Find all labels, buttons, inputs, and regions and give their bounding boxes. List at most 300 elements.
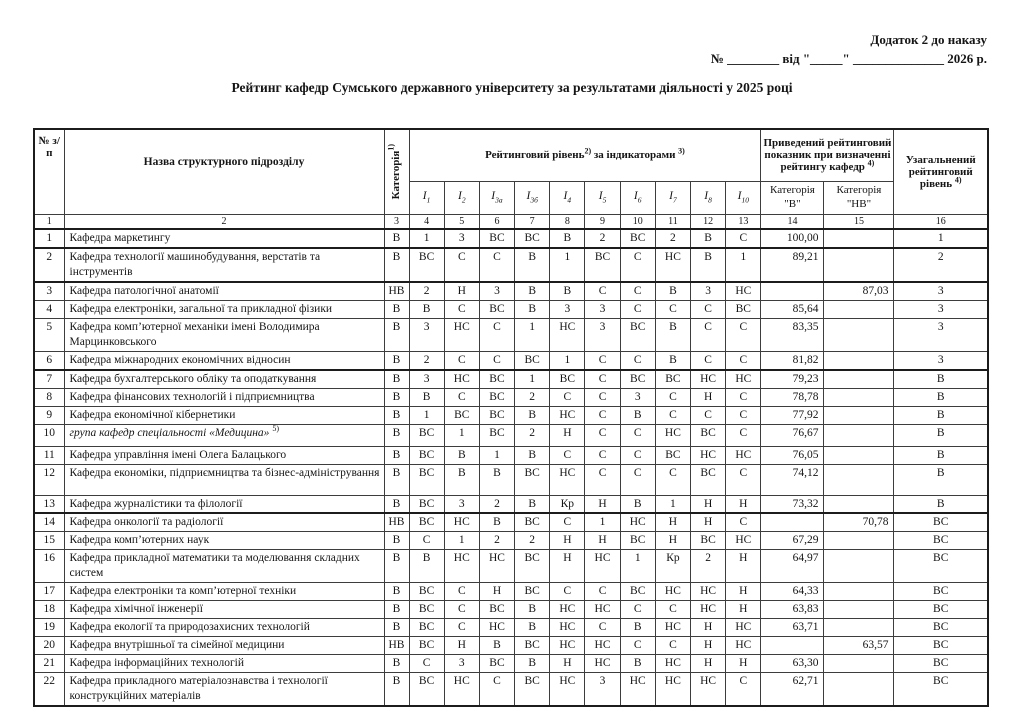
table-row xyxy=(34,248,988,282)
department-name: група кафедр спеціальності «Медицина» $^{5)}$ xyxy=(64,424,384,446)
category-value: В xyxy=(384,619,409,637)
row-number: 5 xyxy=(34,318,64,351)
department-name: Кафедра економіки, підприємництва та бізнес-адміністрування xyxy=(64,464,384,495)
indicator-value-1: ВС xyxy=(409,464,444,495)
appendix-header xyxy=(711,31,987,69)
column-number: 9 xyxy=(585,214,620,229)
table-row xyxy=(34,282,988,300)
indicator-value-7: 2 xyxy=(655,229,690,248)
indicator-value-3б: 2 xyxy=(515,424,550,446)
department-name: Кафедра електроніки та комп’ютерної техніки xyxy=(64,583,384,601)
overall-level: 3 xyxy=(894,282,988,300)
indicator-value-4: НС xyxy=(550,601,585,619)
overall-level: ВС xyxy=(894,637,988,655)
score-category-b: 62,71 xyxy=(761,673,824,706)
category-value: В xyxy=(384,655,409,673)
indicator-value-6: С xyxy=(620,351,655,369)
score-category-b: 73,32 xyxy=(761,495,824,513)
indicator-value-10: НС xyxy=(726,446,761,464)
row-number: 15 xyxy=(34,532,64,550)
indicator-value-2: В xyxy=(444,446,479,464)
indicator-value-2: Н xyxy=(444,282,479,300)
indicator-value-8: Н xyxy=(691,495,726,513)
header-row-main xyxy=(34,129,988,181)
column-number: 14 xyxy=(761,214,824,229)
score-category-nb xyxy=(824,495,894,513)
indicator-value-3а: НС xyxy=(479,619,514,637)
indicator-header-8: $I_8$ xyxy=(691,181,726,214)
row-number: 19 xyxy=(34,619,64,637)
indicator-value-6: В xyxy=(620,619,655,637)
indicator-value-4: ВС xyxy=(550,370,585,388)
indicator-value-1: ВС xyxy=(409,619,444,637)
indicator-value-8: С xyxy=(691,406,726,424)
category-value: В xyxy=(384,388,409,406)
indicator-value-4: НС xyxy=(550,464,585,495)
indicator-value-8: В xyxy=(691,248,726,282)
score-category-b: 100,00 xyxy=(761,229,824,248)
indicator-value-10: Н xyxy=(726,495,761,513)
score-category-nb xyxy=(824,619,894,637)
table-row xyxy=(34,550,988,583)
overall-level: 3 xyxy=(894,300,988,318)
indicator-value-4: НС xyxy=(550,637,585,655)
indicator-value-3б: ВС xyxy=(515,550,550,583)
category-vertical-label: Категорія$^{1)}$ xyxy=(386,144,402,200)
score-category-b: 81,82 xyxy=(761,351,824,369)
col-header-reduced-indicator: Приведений рейтинговий показник при визначенні рейтингу кафедр $^{4)}$ xyxy=(761,129,894,181)
column-number: 15 xyxy=(824,214,894,229)
indicator-value-7: ВС xyxy=(655,370,690,388)
indicator-value-3а: ВС xyxy=(479,370,514,388)
indicator-value-8: ВС xyxy=(691,464,726,495)
indicator-value-1: 2 xyxy=(409,282,444,300)
indicator-value-10: С xyxy=(726,318,761,351)
indicator-header-4: $I_4$ xyxy=(550,181,585,214)
indicator-value-5: 2 xyxy=(585,229,620,248)
score-category-nb xyxy=(824,229,894,248)
indicator-value-5: 1 xyxy=(585,513,620,531)
indicator-value-10: С xyxy=(726,406,761,424)
indicator-value-4: С xyxy=(550,446,585,464)
row-number: 9 xyxy=(34,406,64,424)
rating-table xyxy=(33,128,989,707)
indicator-value-7: С xyxy=(655,601,690,619)
indicator-value-10: 1 xyxy=(726,248,761,282)
indicator-value-1: ВС xyxy=(409,673,444,706)
indicator-value-8: С xyxy=(691,351,726,369)
indicator-header-1: $I_1$ xyxy=(409,181,444,214)
score-category-nb xyxy=(824,248,894,282)
indicator-value-3б: ВС xyxy=(515,673,550,706)
score-category-nb xyxy=(824,318,894,351)
indicator-value-5: НС xyxy=(585,637,620,655)
score-category-b: 79,23 xyxy=(761,370,824,388)
indicator-value-6: НС xyxy=(620,513,655,531)
indicator-value-4: НС xyxy=(550,406,585,424)
indicator-value-5: НС xyxy=(585,655,620,673)
header-row-column-numbers xyxy=(34,214,988,229)
indicator-value-5: С xyxy=(585,619,620,637)
table-row xyxy=(34,370,988,388)
indicator-value-1: 2 xyxy=(409,351,444,369)
category-value: В xyxy=(384,532,409,550)
indicator-value-3а: С xyxy=(479,351,514,369)
indicator-value-2: ВС xyxy=(444,406,479,424)
col-header-category-nb: Категорія "НВ" xyxy=(824,181,894,214)
column-number: 1 xyxy=(34,214,64,229)
indicator-value-5: С xyxy=(585,424,620,446)
overall-level: В xyxy=(894,495,988,513)
column-number: 12 xyxy=(691,214,726,229)
indicator-value-2: С xyxy=(444,351,479,369)
table-row xyxy=(34,406,988,424)
indicator-value-8: Н xyxy=(691,513,726,531)
row-number: 11 xyxy=(34,446,64,464)
table-row xyxy=(34,637,988,655)
indicator-value-4: Н xyxy=(550,424,585,446)
indicator-value-1: ВС xyxy=(409,248,444,282)
indicator-value-5: 3 xyxy=(585,673,620,706)
category-value: В xyxy=(384,370,409,388)
indicator-value-6: С xyxy=(620,282,655,300)
score-category-nb xyxy=(824,351,894,369)
indicator-value-1: В xyxy=(409,550,444,583)
indicator-value-8: В xyxy=(691,229,726,248)
score-category-b: 63,83 xyxy=(761,601,824,619)
score-category-b: 76,05 xyxy=(761,446,824,464)
indicator-value-6: 3 xyxy=(620,388,655,406)
overall-level: ВС xyxy=(894,550,988,583)
score-category-nb xyxy=(824,655,894,673)
indicator-value-4: 3 xyxy=(550,300,585,318)
category-value: В xyxy=(384,550,409,583)
indicator-value-6: С xyxy=(620,464,655,495)
indicator-header-5: $I_5$ xyxy=(585,181,620,214)
indicator-value-1: 1 xyxy=(409,406,444,424)
indicator-value-1: 3 xyxy=(409,318,444,351)
indicator-value-10: С xyxy=(726,513,761,531)
indicator-value-3б: ВС xyxy=(515,351,550,369)
indicator-value-5: Н xyxy=(585,532,620,550)
indicator-value-2: НС xyxy=(444,513,479,531)
row-number: 7 xyxy=(34,370,64,388)
indicator-value-4: Н xyxy=(550,550,585,583)
department-name: Кафедра прикладного матеріалознавства і технології конструкційних матеріалів xyxy=(64,673,384,706)
indicator-value-7: НС xyxy=(655,248,690,282)
column-number: 10 xyxy=(620,214,655,229)
table-row xyxy=(34,601,988,619)
table-row xyxy=(34,619,988,637)
category-value: В xyxy=(384,673,409,706)
indicator-value-3а: ВС xyxy=(479,229,514,248)
indicator-value-2: НС xyxy=(444,673,479,706)
indicator-value-3а: С xyxy=(479,318,514,351)
score-category-nb xyxy=(824,464,894,495)
col-header-rating-level: Рейтинговий рівень$^{2)}$ за індикаторами $^{3)}$ xyxy=(409,129,761,181)
score-category-nb xyxy=(824,532,894,550)
indicator-value-7: 1 xyxy=(655,495,690,513)
score-category-nb xyxy=(824,424,894,446)
indicator-value-3а: ВС xyxy=(479,601,514,619)
overall-level: В xyxy=(894,406,988,424)
indicator-value-3а: С xyxy=(479,248,514,282)
table-row xyxy=(34,464,988,495)
indicator-value-3б: ВС xyxy=(515,229,550,248)
indicator-value-8: 2 xyxy=(691,550,726,583)
indicator-value-4: 1 xyxy=(550,248,585,282)
indicator-value-8: НС xyxy=(691,673,726,706)
indicator-value-2: НС xyxy=(444,550,479,583)
score-category-nb xyxy=(824,300,894,318)
indicator-value-7: В xyxy=(655,282,690,300)
indicator-value-3б: В xyxy=(515,406,550,424)
indicator-value-5: Н xyxy=(585,495,620,513)
indicator-value-10: С xyxy=(726,673,761,706)
category-value: В xyxy=(384,583,409,601)
row-number: 4 xyxy=(34,300,64,318)
indicator-value-1: ВС xyxy=(409,637,444,655)
indicator-value-5: 3 xyxy=(585,318,620,351)
indicator-value-3а: ВС xyxy=(479,424,514,446)
department-name: Кафедра технології машинобудування, верстатів та інструментів xyxy=(64,248,384,282)
indicator-header-3а: $I_{3а}$ xyxy=(479,181,514,214)
indicator-value-5: С xyxy=(585,282,620,300)
row-number: 22 xyxy=(34,673,64,706)
table-row xyxy=(34,446,988,464)
indicator-value-1: ВС xyxy=(409,583,444,601)
category-value: В xyxy=(384,406,409,424)
department-name: Кафедра економічної кібернетики xyxy=(64,406,384,424)
indicator-value-1: ВС xyxy=(409,601,444,619)
department-name: Кафедра комп’ютерної механіки імені Володимира Марцинковського xyxy=(64,318,384,351)
indicator-value-7: С xyxy=(655,406,690,424)
indicator-value-2: С xyxy=(444,388,479,406)
indicator-value-3б: В xyxy=(515,282,550,300)
row-number: 10 xyxy=(34,424,64,446)
indicator-value-5: С xyxy=(585,388,620,406)
score-category-b: 83,35 xyxy=(761,318,824,351)
col-header-name: Назва структурного підрозділу xyxy=(64,129,384,214)
indicator-value-7: НС xyxy=(655,655,690,673)
department-name: Кафедра управління імені Олега Балацького xyxy=(64,446,384,464)
indicator-header-7: $I_7$ xyxy=(655,181,690,214)
indicator-value-1: ВС xyxy=(409,446,444,464)
score-category-b: 64,97 xyxy=(761,550,824,583)
indicator-value-10: С xyxy=(726,388,761,406)
score-category-b xyxy=(761,513,824,531)
indicator-value-10: НС xyxy=(726,282,761,300)
score-category-b: 89,21 xyxy=(761,248,824,282)
category-value: В xyxy=(384,248,409,282)
indicator-value-6: С xyxy=(620,424,655,446)
overall-level: 1 xyxy=(894,229,988,248)
overall-level: ВС xyxy=(894,583,988,601)
indicator-value-3а: ВС xyxy=(479,300,514,318)
overall-level: 3 xyxy=(894,351,988,369)
indicator-value-1: ВС xyxy=(409,424,444,446)
indicator-value-3б: ВС xyxy=(515,464,550,495)
score-category-nb: 70,78 xyxy=(824,513,894,531)
score-category-b: 63,71 xyxy=(761,619,824,637)
row-number: 1 xyxy=(34,229,64,248)
indicator-value-6: НС xyxy=(620,673,655,706)
overall-level: В xyxy=(894,388,988,406)
row-number: 16 xyxy=(34,550,64,583)
indicator-value-6: ВС xyxy=(620,532,655,550)
indicator-value-5: НС xyxy=(585,601,620,619)
indicator-value-1: С xyxy=(409,532,444,550)
indicator-value-3б: ВС xyxy=(515,583,550,601)
indicator-value-3б: В xyxy=(515,248,550,282)
row-number: 20 xyxy=(34,637,64,655)
indicator-value-4: В xyxy=(550,229,585,248)
indicator-value-3а: В xyxy=(479,513,514,531)
indicator-value-10: С xyxy=(726,464,761,495)
column-number: 11 xyxy=(655,214,690,229)
indicator-value-3б: 1 xyxy=(515,370,550,388)
indicator-value-8: Н xyxy=(691,637,726,655)
score-category-b: 67,29 xyxy=(761,532,824,550)
score-category-b: 76,67 xyxy=(761,424,824,446)
indicator-value-4: НС xyxy=(550,619,585,637)
score-category-nb: 87,03 xyxy=(824,282,894,300)
indicator-value-5: ВС xyxy=(585,248,620,282)
department-name: Кафедра екології та природозахисних технологій xyxy=(64,619,384,637)
overall-level: ВС xyxy=(894,673,988,706)
score-category-nb xyxy=(824,406,894,424)
indicator-value-6: С xyxy=(620,446,655,464)
indicator-value-8: Н xyxy=(691,619,726,637)
department-name: Кафедра онкології та радіології xyxy=(64,513,384,531)
indicator-value-1: С xyxy=(409,655,444,673)
indicator-value-3а: ВС xyxy=(479,406,514,424)
department-name: Кафедра бухгалтерського обліку та оподаткування xyxy=(64,370,384,388)
category-value: В xyxy=(384,601,409,619)
score-category-nb xyxy=(824,388,894,406)
score-category-b: 74,12 xyxy=(761,464,824,495)
indicator-value-1: ВС xyxy=(409,495,444,513)
table-body xyxy=(34,229,988,706)
indicator-value-7: Н xyxy=(655,532,690,550)
table-row xyxy=(34,388,988,406)
page-title: Рейтинг кафедр Сумського державного університету за результатами діяльності у 2025 році xyxy=(231,80,793,95)
overall-level: ВС xyxy=(894,601,988,619)
indicator-value-10: НС xyxy=(726,619,761,637)
indicator-value-2: 1 xyxy=(444,424,479,446)
indicator-value-6: В xyxy=(620,655,655,673)
indicator-value-2: 1 xyxy=(444,532,479,550)
col-header-category xyxy=(384,129,409,214)
row-number: 3 xyxy=(34,282,64,300)
score-category-nb xyxy=(824,673,894,706)
overall-level: ВС xyxy=(894,513,988,531)
indicator-value-6: С xyxy=(620,637,655,655)
col-header-number: № з/п xyxy=(34,129,64,214)
indicator-value-3а: 2 xyxy=(479,495,514,513)
indicator-value-4: Н xyxy=(550,655,585,673)
indicator-value-7: С xyxy=(655,464,690,495)
table-row xyxy=(34,495,988,513)
indicator-value-7: Кр xyxy=(655,550,690,583)
appendix-line1: Додаток 2 до наказу xyxy=(870,32,987,47)
indicator-value-2: С xyxy=(444,601,479,619)
indicator-value-8: 3 xyxy=(691,282,726,300)
indicator-value-4: С xyxy=(550,583,585,601)
indicator-value-7: НС xyxy=(655,673,690,706)
indicator-value-7: В xyxy=(655,351,690,369)
department-name: Кафедра комп’ютерних наук xyxy=(64,532,384,550)
column-number: 7 xyxy=(515,214,550,229)
overall-level: В xyxy=(894,446,988,464)
indicator-value-6: ВС xyxy=(620,229,655,248)
column-number: 2 xyxy=(64,214,384,229)
indicator-value-4: НС xyxy=(550,673,585,706)
indicator-value-6: С xyxy=(620,248,655,282)
column-number: 5 xyxy=(444,214,479,229)
indicator-header-6: $I_6$ xyxy=(620,181,655,214)
indicator-value-6: 1 xyxy=(620,550,655,583)
indicator-value-6: ВС xyxy=(620,318,655,351)
overall-level: В xyxy=(894,424,988,446)
indicator-value-5: С xyxy=(585,351,620,369)
indicator-value-8: НС xyxy=(691,583,726,601)
indicator-value-10: С xyxy=(726,229,761,248)
category-value: НВ xyxy=(384,637,409,655)
row-number: 8 xyxy=(34,388,64,406)
table-row xyxy=(34,532,988,550)
appendix-line2: № ________ від "_____" ______________ 2026 р. xyxy=(710,50,987,66)
indicator-value-7: С xyxy=(655,637,690,655)
overall-level: 2 xyxy=(894,248,988,282)
indicator-value-3б: В xyxy=(515,300,550,318)
indicator-value-2: 3 xyxy=(444,495,479,513)
indicator-value-2: Н xyxy=(444,637,479,655)
table-row xyxy=(34,583,988,601)
indicator-value-6: ВС xyxy=(620,370,655,388)
indicator-value-5: 3 xyxy=(585,300,620,318)
indicator-value-7: В xyxy=(655,318,690,351)
overall-level: ВС xyxy=(894,655,988,673)
score-category-b xyxy=(761,637,824,655)
row-number: 13 xyxy=(34,495,64,513)
indicator-value-7: НС xyxy=(655,424,690,446)
indicator-value-3а: 3 xyxy=(479,282,514,300)
indicator-value-1: В xyxy=(409,300,444,318)
indicator-value-3а: В xyxy=(479,637,514,655)
indicator-value-3б: В xyxy=(515,655,550,673)
category-value: В xyxy=(384,318,409,351)
indicator-header-3б: $I_{3б}$ xyxy=(515,181,550,214)
indicator-value-3а: ВС xyxy=(479,388,514,406)
category-value: В xyxy=(384,446,409,464)
indicator-value-3а: С xyxy=(479,673,514,706)
score-category-nb xyxy=(824,446,894,464)
indicator-header-2: $I_2$ xyxy=(444,181,479,214)
indicator-value-10: ВС xyxy=(726,300,761,318)
row-number: 14 xyxy=(34,513,64,531)
indicator-value-8: НС xyxy=(691,370,726,388)
indicator-value-4: НС xyxy=(550,318,585,351)
indicator-value-2: С xyxy=(444,583,479,601)
department-name: Кафедра хімічної інженерії xyxy=(64,601,384,619)
indicator-value-2: 3 xyxy=(444,655,479,673)
overall-level: В xyxy=(894,464,988,495)
category-value: В xyxy=(384,229,409,248)
overall-level: 3 xyxy=(894,318,988,351)
indicator-value-8: С xyxy=(691,300,726,318)
score-category-nb: 63,57 xyxy=(824,637,894,655)
